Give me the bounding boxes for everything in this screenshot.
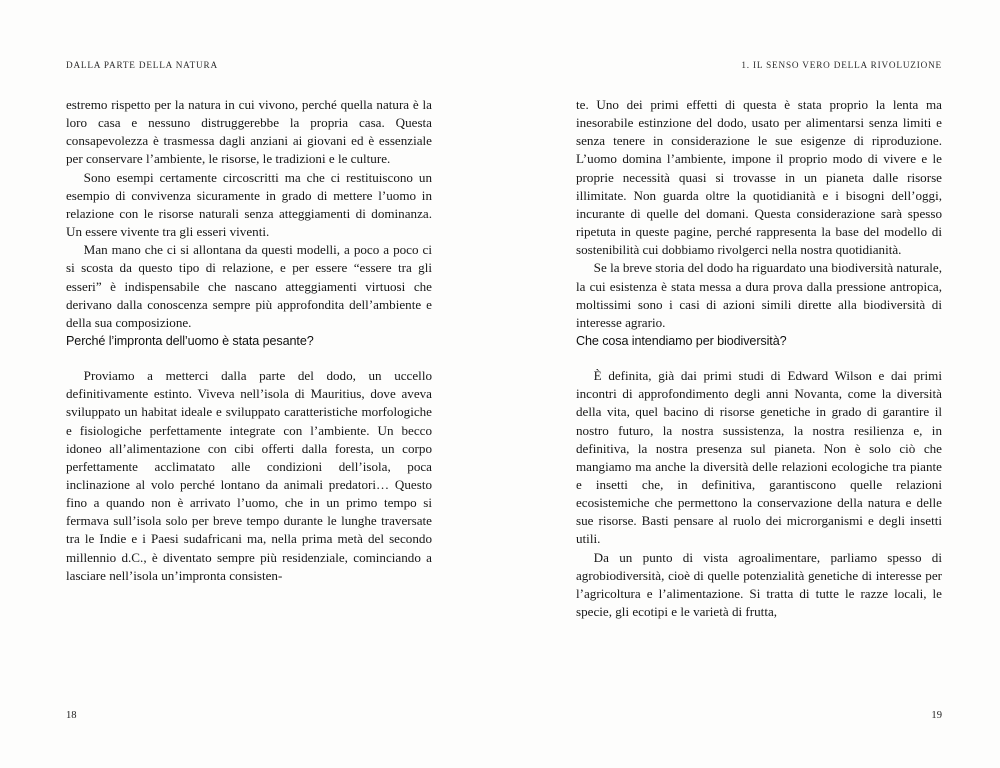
paragraph: Se la breve storia del dodo ha riguardato una biodiversità naturale, la cui esistenza è stata messa a dura prova dalla pressione antropica, moltissimi sono i casi di azioni simili dirette alla biodiversità di interesse agrario. (576, 260, 942, 330)
paragraph: te. Uno dei primi effetti di questa è stata proprio la lenta ma inesorabile estinzione del dodo, usato per alimentarsi senza limiti e senza tenere in considerazione le sue esigenze di riproduzione. L’uomo domina l’ambiente, impone il proprio modo di vivere e le proprie necessità quasi si trovasse in un pianeta dalle risorse illimitate. Non guarda oltre la quotidianità e i bisogni dell’oggi, incurante di quelle del domani. Questa considerazione sarà spesso ripetuta in queste pagine, perché rappresenta la base del modello di sostenibilità cui dobbiamo rivolgerci nella nostra quotidianità. (576, 97, 942, 258)
right-page (500, 0, 1000, 768)
paragraph: Man mano che ci si allontana da questi modelli, a poco a poco ci si scosta da questo tipo di relazione, e per essere “essere tra gli esseri” è indispensabile che nascano atteggiamenti virtuosi che derivano dalla conoscenza sempre più approfondita dell’ambiente e della sua composizione. (66, 242, 432, 330)
right-page-text-column (576, 96, 942, 621)
paragraph: È definita, già dai primi studi di Edward Wilson e dai primi incontri di approfondimento degli anni Novanta, come la diversità della vita, quel bacino di risorse genetiche in grado di garantire il nostro futuro, la nostra sussistenza, la nostra resilienza e, in definitiva, la nostra presenza sul pianeta. Non è solo ciò che mangiamo ma anche la diversità delle relazioni ecologiche tra piante e insetti che, in definitiva, garantiscono quelle relazioni ecosistemiche che permettono la conservazione della natura e delle sue risorse. Basti pensare al ruolo dei microrganismi e degli insetti utili. (576, 368, 942, 547)
page-number-right: 19 (931, 710, 942, 721)
running-head-left: DALLA PARTE DELLA NATURA (66, 60, 218, 70)
paragraph: estremo rispetto per la natura in cui vivono, perché quella natura è la loro casa e nessuno distruggerebbe la propria casa. Questa consapevolezza è trasmessa dagli anziani ai giovani ed è essenziale per conservare l’ambiente, le risorse, le tradizioni e le culture. (66, 97, 432, 167)
paragraph: Sono esempi certamente circoscritti ma che ci restituiscono un esempio di convivenza sicuramente in grado di mettere l’uomo in relazione con le risorse naturali senza atteggiamenti di dominanza. Un essere vivente tra gli esseri viventi. (66, 169, 432, 240)
section-subheading: Che cosa intendiamo per biodiversità? (576, 334, 787, 349)
paragraph: Proviamo a metterci dalla parte del dodo, un uccello definitivamente estinto. Viveva nell’isola di Mauritius, dove aveva sviluppato un habitat ideale e sviluppato caratteristiche morfologiche e fisiologiche perfettamente integrate con l’ambiente. Un becco idoneo all’alimentazione con cibi offerti dalla foresta, un corpo perfettamente acclimatato alle condizioni dell’isola, poca inclinazione al volo perché lontano da animali predatori… Questo fino a quando non è arrivato l’uomo, che in un primo tempo si fermava sull’isola solo per breve tempo durante le lunghe traversate tra le Indie e i Paesi sudafricani ma, nella prima metà del secondo millennio d.C., è diventato sempre più residenziale, cominciando a lasciare nell’isola un’impronta consisten- (66, 368, 432, 583)
page-number-left: 18 (66, 710, 77, 721)
running-head-right: 1. IL SENSO VERO DELLA RIVOLUZIONE (741, 60, 942, 70)
left-page-text-column (66, 96, 432, 585)
paragraph: Da un punto di vista agroalimentare, parliamo spesso di agrobiodiversità, cioè di quelle potenzialità genetiche di interesse per l’agricoltura e l’alimentazione. Si tratta di tutte le razze locali, le specie, gli ecotipi e le varietà di frutta, (576, 549, 942, 620)
section-subheading: Perché l’impronta dell’uomo è stata pesante? (66, 334, 314, 349)
